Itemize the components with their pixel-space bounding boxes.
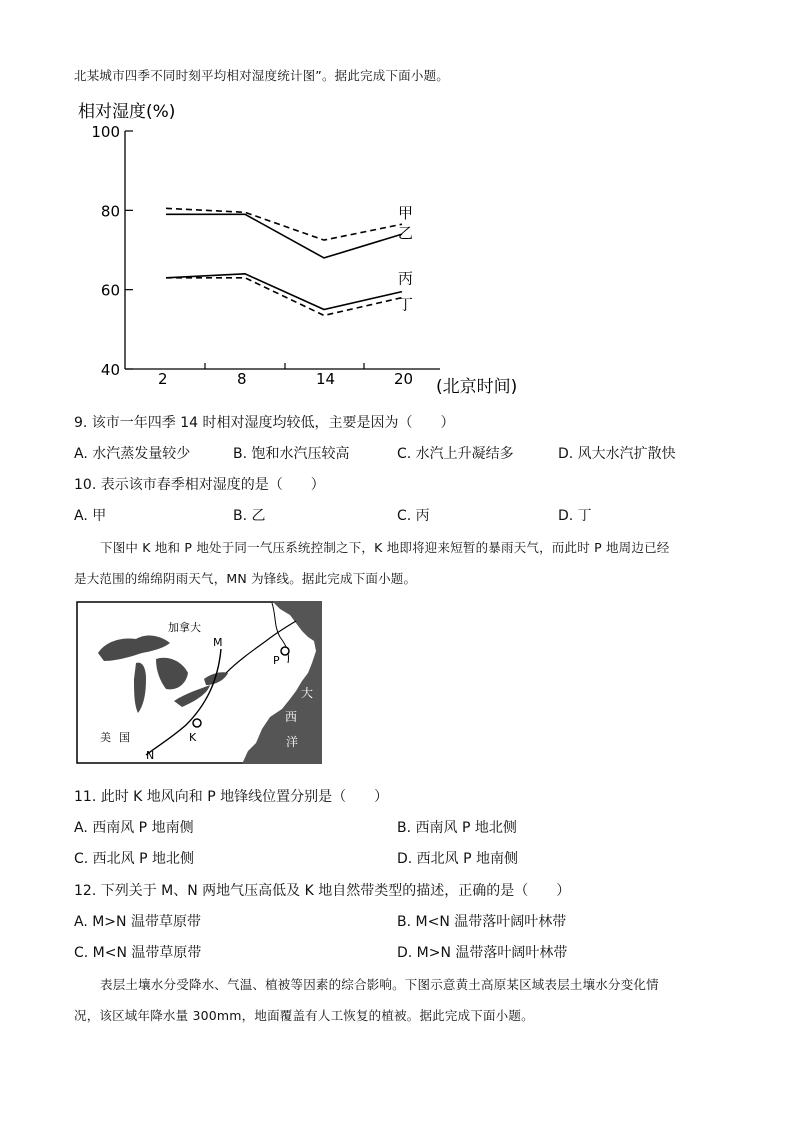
q12-stem: 12. 下列关于 M、N 两地气压高低及 K 地自然带类型的描述，正确的是（ ） bbox=[74, 883, 571, 899]
y-tick-label: 40 bbox=[100, 361, 120, 379]
series-line-3 bbox=[166, 278, 402, 316]
q11-option-a[interactable]: A. 西南风 P 地南侧 bbox=[74, 820, 194, 836]
label-ocean-3: 洋 bbox=[286, 735, 299, 749]
marker-k bbox=[193, 719, 201, 727]
label-n: N bbox=[146, 749, 155, 762]
chart-xlabel: (北京时间) bbox=[436, 377, 518, 397]
q12-option-b[interactable]: B. M<N 温带落叶阔叶林带 bbox=[397, 914, 567, 930]
label-m: M bbox=[213, 636, 223, 649]
label-ocean-2: 西 bbox=[285, 710, 298, 724]
q9-stem: 9. 该市一年四季 14 时相对湿度均较低，主要是因为（ ） bbox=[74, 415, 455, 431]
y-tick-label: 100 bbox=[91, 123, 120, 141]
q10-option-c[interactable]: C. 丙 bbox=[397, 508, 430, 524]
q10-stem: 10. 表示该市春季相对湿度的是（ ） bbox=[74, 477, 325, 493]
y-tick-label: 60 bbox=[100, 281, 120, 300]
label-canada: 加拿大 bbox=[168, 621, 201, 634]
series-label-0: 甲 bbox=[398, 204, 414, 223]
q9-option-c[interactable]: C. 水汽上升凝结多 bbox=[397, 446, 514, 462]
q12-option-a[interactable]: A. M>N 温带草原带 bbox=[74, 914, 201, 930]
q10-option-a[interactable]: A. 甲 bbox=[74, 508, 107, 524]
humidity-chart bbox=[0, 0, 794, 400]
para2-line1: 下图中 K 地和 P 地处于同一气压系统控制之下，K 地即将迎来短暂的暴雨天气，而此时 P 地周边已经 bbox=[100, 540, 670, 555]
q12-option-d[interactable]: D. M>N 温带落叶阔叶林带 bbox=[397, 945, 568, 961]
q9-option-a[interactable]: A. 水汽蒸发量较少 bbox=[74, 446, 191, 462]
q9-option-b[interactable]: B. 饱和水汽压较高 bbox=[233, 446, 350, 462]
series-label-1: 乙 bbox=[398, 224, 414, 243]
series-label-2: 丙 bbox=[398, 269, 414, 288]
q10-option-d[interactable]: D. 丁 bbox=[558, 508, 592, 524]
marker-p bbox=[281, 647, 289, 655]
q11-stem: 11. 此时 K 地风向和 P 地锋线位置分别是（ ） bbox=[74, 789, 389, 805]
chart-ylabel: 相对湿度(%) bbox=[78, 102, 176, 122]
q11-option-d[interactable]: D. 西北风 P 地南侧 bbox=[397, 851, 519, 867]
front-map bbox=[76, 601, 322, 764]
x-tick-label: 2 bbox=[158, 370, 168, 388]
label-k: K bbox=[189, 731, 197, 744]
q11-option-c[interactable]: C. 西北风 P 地北侧 bbox=[74, 851, 195, 867]
series-line-1 bbox=[166, 214, 402, 258]
label-usa: 美国 bbox=[100, 731, 138, 744]
para2-line2: 是大范围的绵绵阴雨天气，MN 为锋线。据此完成下面小题。 bbox=[74, 571, 417, 586]
x-tick-label: 8 bbox=[237, 370, 247, 388]
x-tick-label: 14 bbox=[316, 370, 336, 388]
label-ocean-1: 大 bbox=[301, 686, 314, 700]
q11-option-b[interactable]: B. 西南风 P 地北侧 bbox=[397, 820, 517, 836]
intro-line: 北某城市四季不同时刻平均相对湿度统计图”。据此完成下面小题。 bbox=[74, 68, 449, 83]
x-tick-label: 20 bbox=[394, 370, 414, 388]
series-line-2 bbox=[166, 274, 402, 310]
q12-option-c[interactable]: C. M<N 温带草原带 bbox=[74, 945, 202, 961]
label-p: P bbox=[273, 654, 280, 667]
q10-option-b[interactable]: B. 乙 bbox=[233, 508, 266, 524]
y-tick-label: 80 bbox=[100, 202, 120, 221]
q9-option-d[interactable]: D. 风大水汽扩散快 bbox=[558, 446, 676, 462]
para3-line1: 表层土壤水分受降水、气温、植被等因素的综合影响。下图示意黄土高原某区域表层土壤水分变化情 bbox=[100, 977, 659, 992]
series-label-3: 丁 bbox=[398, 295, 414, 314]
para3-line2: 况，该区域年降水量 300mm，地面覆盖有人工恢复的植被。据此完成下面小题。 bbox=[74, 1008, 534, 1023]
